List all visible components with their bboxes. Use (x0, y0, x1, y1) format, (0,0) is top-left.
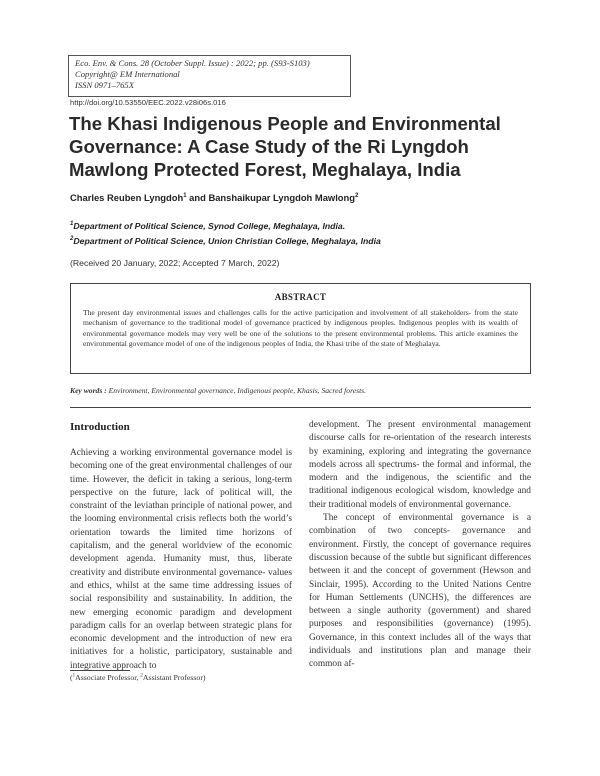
intro-paragraph-3: The concept of environmental governance is a combination of two concepts- governance and environment. Firstly, the concept of governance requires discussion because of the subtle but significant differences between it and the concept of government (Hewson and Sinclair, 1995). According to the United Nations Centre for Human Settlements (UNCHS), the differences are between a single authority (government) and shared purposes and responsibilities (governance) (1995). Governance, in this context includes all of the ways that individuals and institutions plan and manage their common af- (309, 513, 531, 670)
affiliation-1 (70, 221, 345, 231)
affiliation-1-mark: 1 (70, 221, 74, 228)
intro-paragraph-1: Achieving a working environmental governance model is becoming one of the great environmental challenges of our time. However, the deficit in taking a serious, long-term perspective on the future, lack of political will, the constraint of the leviathan principle of national power, and the looming environmental crisis reflects both the world’s orientation towards the limited time horizons of capitalism, and the general worldview of the economic development agenda. Humanity must, thus, liberate creativity and distribute environmental governance- values and ethics, whilst at the same time addressing issues of social responsibility and sustainability. In addition, the new emerging economic paradigm and development paradigm calls for an overlap between strategic plans for economic development and the introduction of new era initiatives for a holistic, participatory, sustainable and integrative approach to (70, 448, 292, 671)
author-2: Banshaikupar Lyngdoh Mawlong (208, 192, 355, 203)
affiliation-2-mark: 2 (70, 236, 74, 243)
footnote-text-2: Assistant Professor) (142, 673, 206, 682)
abstract-heading: ABSTRACT (274, 292, 327, 302)
left-column (70, 447, 292, 673)
right-column (309, 419, 531, 672)
intro-paragraph-2: development. The present environmental management discourse calls for re-orientation of the research interests by examining, exploring and integrating the governance models across all spectrums- the formal and informal, the modern and the indigenous, the scientific and the traditional indigenous ecological wisdom, knowledge and their traditional models of environmental governance. (309, 420, 531, 510)
author-1: Charles Reuben Lyngdoh (70, 192, 184, 203)
author-line (70, 192, 358, 203)
abstract-box (70, 283, 531, 374)
doi-link[interactable]: http://doi.org/10.53550/EEC.2022.v28i06s.016 (70, 98, 226, 107)
received-dates: (Received 20 January, 2022; Accepted 7 March, 2022) (70, 258, 280, 268)
journal-info-box (68, 55, 351, 97)
footnote (70, 673, 206, 682)
footnote-divider (70, 670, 130, 671)
keywords-label: Key words : (70, 386, 107, 395)
footnote-mark-1: 1 (72, 673, 76, 679)
introduction-heading: Introduction (70, 421, 130, 433)
journal-issn: ISSN 0971–765X (75, 80, 134, 90)
abstract-text: The present day environmental issues and challenges calls for the active participation and involvement of all stakeholders- from the state mechanism of governance to the traditional model of governance practiced by indigenous peoples. Indigenous peoples with its wealth of environmental governance models may very well be one of the solutions to the present environmental problems. This article examines the environmental governance model of one of the indigenous peoples of India, the Khasi tribe of the state of Meghalaya. (83, 308, 518, 349)
footnote-mark-2: 2 (140, 673, 143, 679)
author-2-mark: 2 (355, 192, 359, 199)
affiliation-1-text: Department of Political Science, Synod College, Meghalaya, India. (73, 221, 346, 231)
footnote-open: ( (70, 673, 73, 682)
paper-title: The Khasi Indigenous People and Environmental Governance: A Case Study of the Ri Lyngdoh Mawlong Protected Forest, Meghalaya, India (69, 113, 501, 180)
affiliation-2 (70, 236, 381, 246)
author-connector: and (186, 192, 209, 203)
footnote-text-1: Associate Professor, (75, 673, 141, 682)
keywords-text: Environment, Environmental governance, Indigenous people, Khasis, Sacred forests. (106, 386, 367, 395)
keywords (70, 386, 366, 395)
author-1-mark: 1 (183, 192, 187, 199)
affiliation-2-text: Department of Political Science, Union Christian College, Meghalaya, India (73, 236, 381, 246)
section-divider (70, 407, 531, 408)
journal-copyright: Copyright@ EM International (75, 69, 180, 79)
journal-citation: Eco. Env. & Cons. 28 (October Suppl. Issue) : 2022; pp. (S93-S103) (75, 58, 310, 68)
